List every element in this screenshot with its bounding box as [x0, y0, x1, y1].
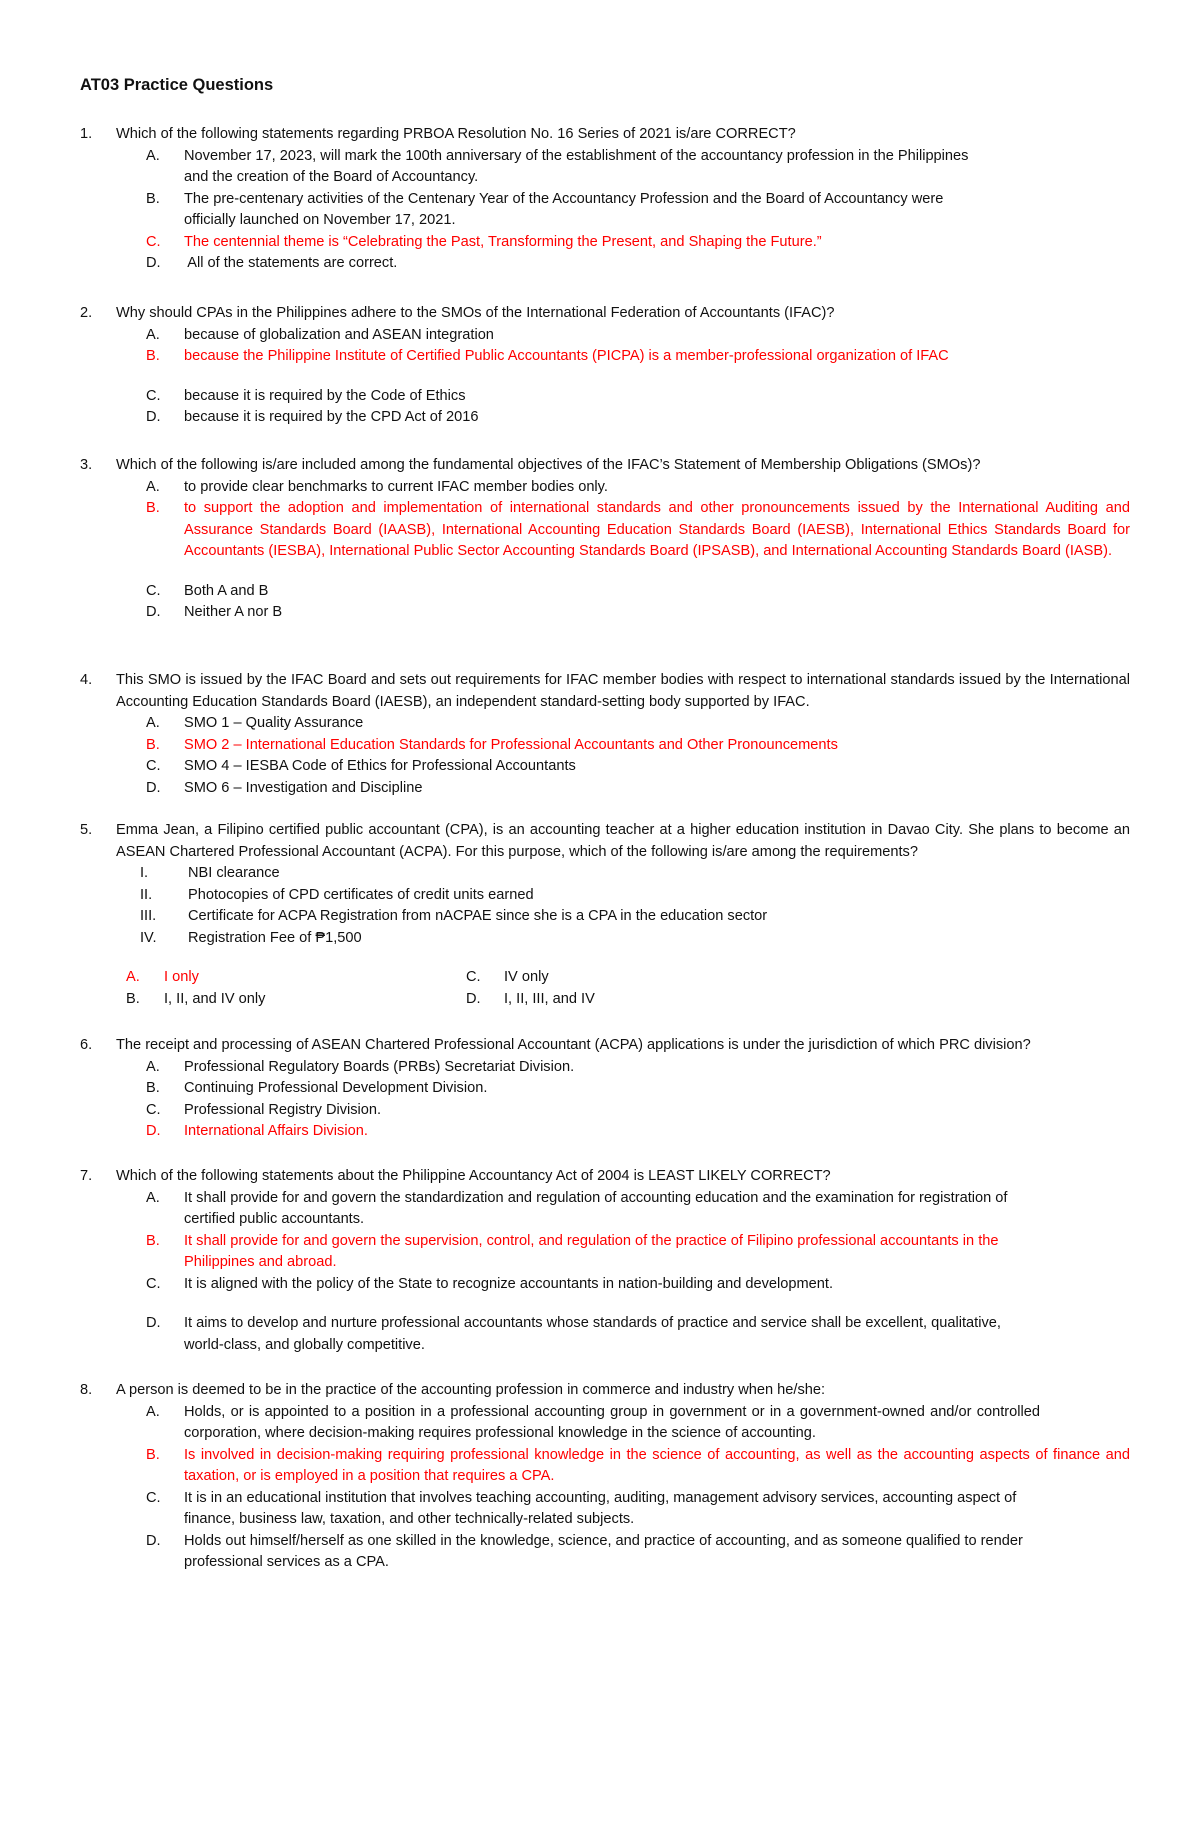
option-letter: B. — [146, 1232, 160, 1249]
question-1 — [80, 124, 1130, 275]
roman-numeral: IV. — [140, 929, 157, 946]
option-text: International Affairs Division. — [184, 1123, 368, 1139]
option-text: I, II, III, and IV — [504, 990, 595, 1007]
question-2 — [80, 303, 1130, 429]
question-8 — [80, 1380, 1130, 1574]
question-text: Emma Jean, a Filipino certified public accountant (CPA), is an accounting teacher at a higher education institution in Davao City. She plans to become an ASEAN Chartered Professional Accountant (ACPA). For this purpose, which of the following is/are among the requirements? — [116, 822, 1130, 860]
correct-answer — [146, 498, 1130, 563]
option-letter: C. — [146, 1489, 161, 1506]
question-number: 1. — [80, 126, 93, 142]
roman-numeral: II. — [140, 886, 153, 903]
question-text: Which of the following is/are included among the fundamental objectives of the IFAC’s Statement of Membership Obligations (SMOs)? — [116, 457, 981, 473]
option-text: I, II, and IV only — [164, 990, 266, 1007]
question-number: 3. — [80, 457, 93, 473]
option-letter: C. — [146, 233, 161, 250]
question-number: 8. — [80, 1382, 93, 1398]
option-text: to provide clear benchmarks to current IFAC member bodies only. — [184, 478, 608, 495]
question-number: 7. — [80, 1168, 93, 1184]
option-text: It shall provide for and govern the standardization and regulation of accounting education and the examination for registration of certified public accountants. — [184, 1189, 1008, 1227]
requirement-text: Certificate for ACPA Registration from nACPAE since she is a CPA in the education sector — [188, 908, 768, 924]
roman-numeral: III. — [140, 908, 157, 924]
option-letter: D. — [146, 409, 161, 425]
question-text: A person is deemed to be in the practice of the accounting profession in commerce and industry when he/she: — [116, 1382, 826, 1398]
option-letter: D. — [146, 604, 161, 620]
question-number: 2. — [80, 305, 93, 321]
correct-answer — [146, 1231, 1130, 1274]
option-letter: C. — [466, 969, 481, 985]
correct-answer — [146, 1445, 1130, 1488]
option-letter: D. — [146, 1315, 161, 1331]
option-letter: B. — [146, 190, 160, 207]
option-letter: A. — [146, 326, 160, 343]
option-text: It aims to develop and nurture professional accountants whose standards of practice and service shall be excellent, qualitative, world-class, and globally competitive. — [184, 1315, 1001, 1353]
option-text: because it is required by the Code of Ethics — [184, 387, 466, 404]
option-letter: B. — [126, 990, 140, 1007]
question-3 — [80, 455, 1130, 624]
option-letter: A. — [146, 1403, 160, 1420]
option-text: The centennial theme is “Celebrating the Past, Transforming the Present, and Shaping the Future.” — [184, 233, 822, 250]
option-text: It is aligned with the policy of the State to recognize accountants in nation-building and development. — [184, 1275, 834, 1292]
option-letter: A. — [146, 1189, 160, 1206]
option-text: because the Philippine Institute of Certified Public Accountants (PICPA) is a member-professional organization of IFAC — [184, 348, 949, 364]
requirement-text: Photocopies of CPD certificates of credit units earned — [188, 886, 534, 903]
option-letter: C. — [146, 387, 161, 404]
option-text: I only — [164, 969, 199, 985]
page-title: AT03 Practice Questions — [80, 76, 274, 94]
option-text: to support the adoption and implementation of international standards and other pronouncements issued by the International Auditing and Assurance Standards Board (IAASB), International Accounting Education Standards Board (IAESB), International Ethics Standards Board for Accountants (IESBA), International Public Sector Accounting Standards Board (IPSASB), and International Accounting Standards Board (IASB). — [184, 500, 1130, 559]
option-letter: D. — [146, 779, 161, 796]
option-letter: A. — [126, 969, 140, 985]
option-text: SMO 2 – International Education Standards for Professional Accountants and Other Pronouncements — [184, 736, 838, 753]
option-letter: C. — [146, 582, 161, 599]
option-text: Is involved in decision-making requiring professional knowledge in the science of accounting, as well as the accounting aspects of finance and taxation, or is employed in a position that requires a CPA. — [184, 1446, 1130, 1484]
question-number: 4. — [80, 672, 93, 688]
correct-answer — [146, 1121, 1130, 1143]
question-number: 5. — [80, 822, 93, 838]
option-text: Neither A nor B — [184, 604, 283, 620]
option-text: It is in an educational institution that involves teaching accounting, auditing, management advisory services, accounting aspect of finance, business law, taxation, and other technically-related subjects. — [184, 1489, 1017, 1527]
option-letter: D. — [146, 255, 161, 271]
option-text: Holds, or is appointed to a position in a professional accounting group in government or in a government-owned and/or controlled corporation, where decision-making requires professional knowledge in the science of accounting. — [184, 1403, 1040, 1441]
option-text: November 17, 2023, will mark the 100th anniversary of the establishment of the accountancy profession in the Philippines and the creation of the Board of Accountancy. — [184, 147, 969, 185]
question-text: Which of the following statements regarding PRBOA Resolution No. 16 Series of 2021 is/are CORRECT? — [116, 126, 796, 142]
option-text: Both A and B — [184, 582, 269, 599]
option-letter: C. — [146, 1101, 161, 1118]
question-6 — [80, 1035, 1130, 1143]
correct-answer — [146, 735, 1130, 757]
question-5 — [80, 820, 1130, 1010]
option-letter: B. — [146, 500, 160, 516]
question-text: Why should CPAs in the Philippines adhere to the SMOs of the International Federation of Accountants (IFAC)? — [116, 305, 835, 321]
option-letter: C. — [146, 1275, 161, 1292]
answer-choices-grid — [126, 967, 1130, 1010]
correct-answer — [126, 967, 466, 989]
option-text: Professional Regulatory Boards (PRBs) Secretariat Division. — [184, 1058, 575, 1075]
option-letter: B. — [146, 1080, 160, 1096]
requirement-text: Registration Fee of ₱1,500 — [188, 929, 362, 946]
option-text: Professional Registry Division. — [184, 1101, 382, 1118]
option-text: IV only — [504, 969, 549, 985]
option-text: Holds out himself/herself as one skilled in the knowledge, science, and practice of accounting, and as someone qualified to render professional services as a CPA. — [184, 1532, 1023, 1570]
correct-answer — [146, 232, 1130, 254]
question-text: Which of the following statements about the Philippine Accountancy Act of 2004 is LEAST LIKELY CORRECT? — [116, 1168, 831, 1184]
option-letter: D. — [146, 1123, 161, 1139]
option-letter: B. — [146, 736, 160, 753]
option-letter: D. — [466, 990, 481, 1007]
question-text: The receipt and processing of ASEAN Chartered Professional Accountant (ACPA) applications is under the jurisdiction of which PRC division? — [116, 1037, 1031, 1053]
option-letter: B. — [146, 348, 160, 364]
option-text: The pre-centenary activities of the Centenary Year of the Accountancy Profession and the Board of Accountancy were officially launched on November 17, 2021. — [184, 190, 944, 228]
option-text: It shall provide for and govern the supervision, control, and regulation of the practice of Filipino professional accountants in the Philippines and abroad. — [184, 1232, 999, 1270]
option-letter: A. — [146, 147, 160, 164]
question-4 — [80, 670, 1130, 799]
option-text: Continuing Professional Development Division. — [184, 1080, 488, 1096]
option-letter: A. — [146, 1058, 160, 1075]
option-text: SMO 4 – IESBA Code of Ethics for Professional Accountants — [184, 758, 576, 774]
option-letter: B. — [146, 1446, 160, 1463]
option-text: SMO 1 – Quality Assurance — [184, 715, 364, 731]
question-text: This SMO is issued by the IFAC Board and sets out requirements for IFAC member bodies with respect to international standards issued by the International Accounting Education Standards Board (IAESB), an independent standard-setting body supported by IFAC. — [116, 672, 1130, 710]
option-letter: D. — [146, 1532, 161, 1549]
option-letter: A. — [146, 715, 160, 731]
option-text: because of globalization and ASEAN integration — [184, 326, 494, 343]
option-letter: A. — [146, 478, 160, 495]
roman-numeral: I. — [140, 865, 149, 881]
question-7 — [80, 1166, 1130, 1356]
option-text: because it is required by the CPD Act of 2016 — [184, 409, 479, 425]
requirement-text: NBI clearance — [188, 865, 280, 881]
question-number: 6. — [80, 1037, 93, 1053]
option-letter: C. — [146, 758, 161, 774]
option-text: All of the statements are correct. — [184, 255, 398, 271]
correct-answer — [146, 346, 1130, 368]
option-text: SMO 6 – Investigation and Discipline — [184, 779, 423, 796]
